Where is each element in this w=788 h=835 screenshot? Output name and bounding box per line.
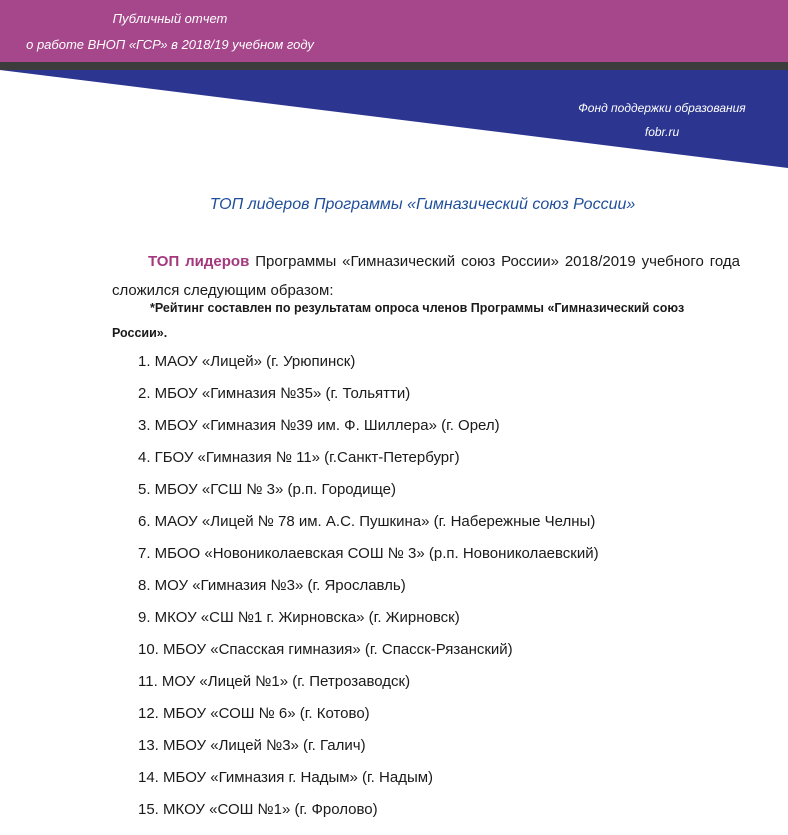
rating-note-line1: *Рейтинг составлен по результатам опроса членов Программы «Гимназический союз bbox=[150, 301, 685, 315]
report-caption-line2: о работе ВНОП «ГСР» в 2018/19 учебном году bbox=[26, 37, 314, 52]
list-item: 10. МБОУ «Спасская гимназия» (г. Спасск-Рязанский) bbox=[138, 641, 513, 658]
list-item: 13. МБОУ «Лицей №3» (г. Галич) bbox=[138, 737, 366, 754]
list-item: 14. МБОУ «Гимназия г. Надым» (г. Надым) bbox=[138, 769, 434, 786]
list-item: 6. МАОУ «Лицей № 78 им. А.С. Пушкина» (г. Набережные Челны) bbox=[138, 513, 596, 530]
page-title: ТОП лидеров Программы «Гимназический союз России» bbox=[209, 196, 636, 213]
list-item: 4. ГБОУ «Гимназия № 11» (г.Санкт-Петербург) bbox=[138, 449, 460, 466]
intro-highlight: ТОП лидеров bbox=[148, 253, 250, 270]
list-item: 5. МБОУ «ГСШ № 3» (р.п. Городище) bbox=[138, 481, 396, 498]
list-item: 12. МБОУ «СОШ № 6» (г. Котово) bbox=[138, 705, 370, 722]
list-item: 11. МОУ «Лицей №1» (г. Петрозаводск) bbox=[138, 673, 411, 690]
list-item: 8. МОУ «Гимназия №3» (г. Ярославль) bbox=[138, 577, 406, 594]
fund-site: fobr.ru bbox=[644, 125, 680, 139]
intro-text: Программы «Гимназический союз России» 2018/2019 учебного года сложился следующим образом: bbox=[112, 253, 740, 299]
list-item: 3. МБОУ «Гимназия №39 им. Ф. Шиллера» (г. Орел) bbox=[138, 417, 500, 434]
fund-name: Фонд поддержки образования bbox=[578, 101, 746, 115]
list-item: 2. МБОУ «Гимназия №35» (г. Тольятти) bbox=[138, 385, 411, 402]
rating-note bbox=[112, 296, 734, 346]
list-item: 15. МКОУ «СОШ №1» (г. Фролово) bbox=[138, 801, 378, 818]
fund-caption bbox=[562, 96, 762, 144]
list-item: 9. МКОУ «СШ №1 г. Жирновска» (г. Жирновск) bbox=[138, 609, 460, 626]
list-item: 1. МАОУ «Лицей» (г. Урюпинск) bbox=[138, 353, 356, 370]
report-caption-line1: Публичный отчет bbox=[112, 11, 228, 26]
list-item: 7. МБОО «Новониколаевская СОШ № 3» (р.п. Новониколаевский) bbox=[138, 545, 599, 562]
rating-note-line2: России». bbox=[112, 326, 168, 340]
report-caption bbox=[0, 6, 340, 58]
banner-gray-stripe bbox=[0, 62, 788, 70]
ranking-list bbox=[138, 346, 599, 826]
